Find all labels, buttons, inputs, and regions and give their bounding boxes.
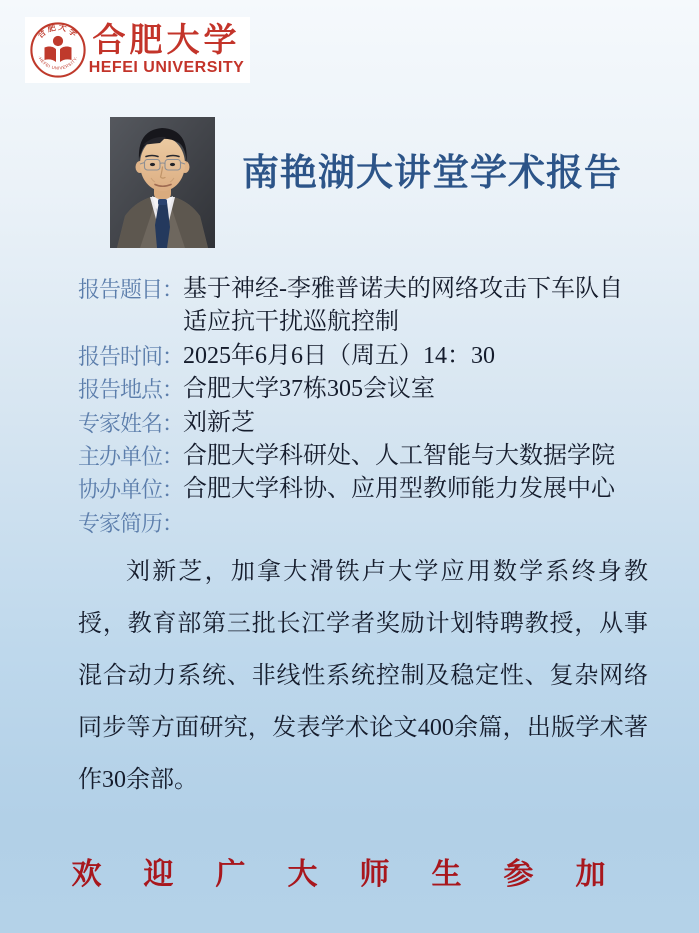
field-row-cohost: [78, 473, 646, 506]
university-seal-icon: [29, 21, 87, 79]
field-value: 刘新芝: [183, 409, 256, 436]
university-name-en: HEFEI UNIVERSITY: [88, 59, 245, 76]
speaker-bio-paragraph: 刘新芝，加拿大滑铁卢大学应用数学系终身教授，教育部第三批长江学者奖励计划特聘教授，从事混合动力系统、非线性系统控制及稳定性、复杂网络同步等方面研究，发表学术论文400余篇，出版学术著作30余部。: [78, 559, 648, 793]
university-logo: [25, 17, 250, 83]
page-title: 南艳湖大讲堂学术报告: [242, 153, 622, 194]
field-label: 报告时间：: [78, 343, 184, 369]
field-label: 报告题目：: [78, 277, 184, 302]
field-value: 合肥大学科协、应用型教师能力发展中心: [183, 476, 616, 503]
speaker-portrait-icon: [110, 117, 215, 248]
field-value: 2025年6月6日（周五）14：30: [183, 342, 496, 369]
field-label: 专家简历：: [78, 510, 184, 536]
field-label: 专家姓名：: [78, 410, 184, 436]
field-row-host: [78, 440, 646, 473]
field-label: 主办单位：: [78, 444, 184, 470]
seal-top-text: 合肥大学: [35, 22, 81, 40]
report-info-list: [78, 273, 646, 540]
field-row-speaker-name: [78, 407, 646, 440]
field-value: 基于神经-李雅普诺夫的网络攻击下车队自适应抗干扰巡航控制: [183, 276, 624, 336]
speaker-photo: [110, 117, 215, 248]
welcome-line: 欢迎广大师生参加: [71, 858, 648, 891]
field-label: 协办单位：: [78, 477, 184, 503]
seal-bottom-text: ·HEFEI UNIVERSITY·: [36, 54, 80, 71]
logo-text-block: [87, 24, 246, 76]
field-label: 报告地点：: [78, 377, 184, 403]
field-row-time: [78, 340, 646, 373]
svg-text:·HEFEI UNIVERSITY·: [37, 55, 79, 71]
field-row-bio-heading: [78, 507, 646, 540]
university-name-cn: 合肥大学: [92, 23, 241, 59]
field-value: 合肥大学37栋305会议室: [183, 376, 436, 403]
field-value: 合肥大学科研处、人工智能与大数据学院: [183, 443, 616, 470]
field-row-topic: [78, 273, 646, 340]
field-row-location: [78, 373, 646, 406]
